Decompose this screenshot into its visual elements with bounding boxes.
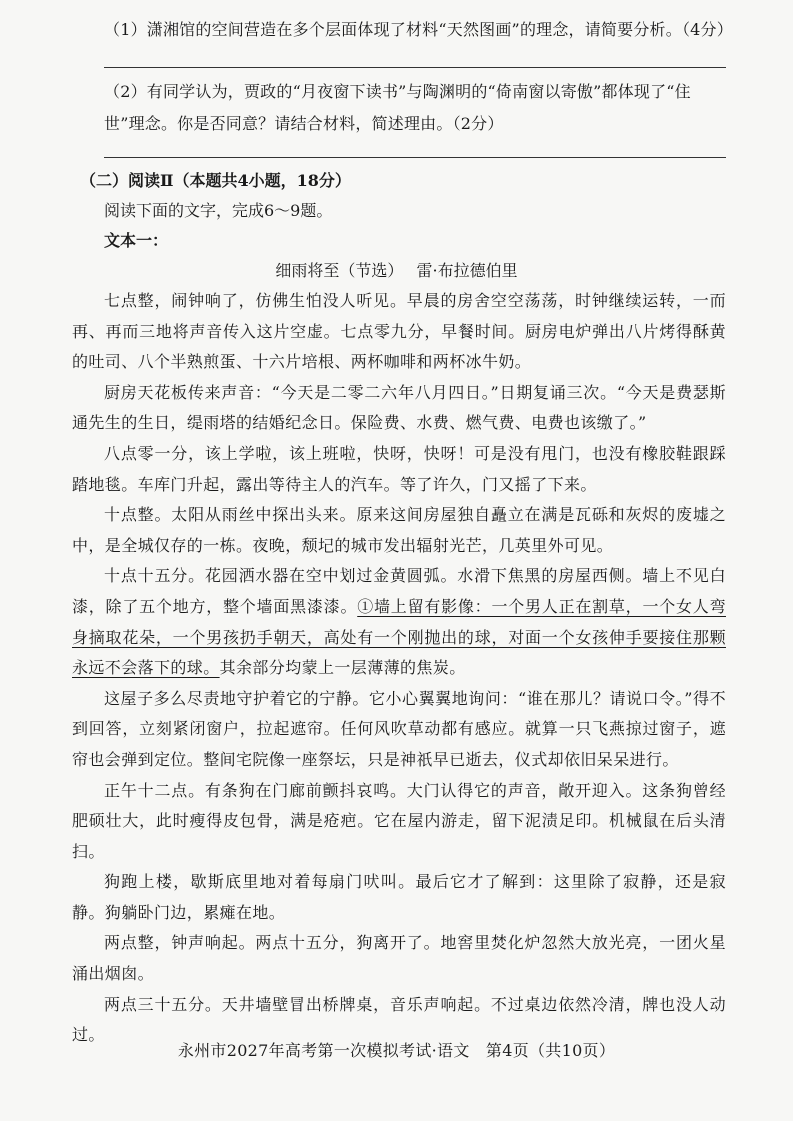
paragraph-8: 狗跑上楼，歇斯底里地对着每扇门吠叫。最后它才了解到：这里除了寂静，还是寂静。狗躺卧门边，累瘫在地。 [72, 872, 726, 922]
paragraph-5-lead: 十点十五分。花园洒水器在空中划过金黄圆弧。水滑下焦黑的房屋西侧。墙上不见白漆，除了五个地方，整个墙面黑漆漆。 [72, 566, 726, 616]
page-footer: 永州市2027年高考第一次模拟考试·语文 第4页（共10页） [177, 1041, 616, 1060]
paragraph-7: 正午十二点。有条狗在门廊前颤抖哀鸣。大门认得它的声音，敞开迎入。这条狗曾经肥硕壮大，此时瘦得皮包骨，满是疮疤。它在屋内游走，留下泥渍足印。机械鼠在后头清扫。 [72, 780, 726, 861]
answer-line-1 [104, 67, 726, 68]
paragraph-5-tail: 其余部分均蒙上一层薄薄的焦炭。 [219, 658, 466, 678]
article-title: 细雨将至（节选） [275, 261, 404, 280]
paragraph-5 [72, 561, 726, 683]
text-label: 文本一： [104, 231, 169, 250]
paragraph-4: 十点整。太阳从雨丝中探出头来。原来这间房屋独自矗立在满是瓦砾和灰烬的废墟之中，是全城仅存的一栋。夜晚，颓圮的城市发出辐射光芒，几英里外可见。 [72, 505, 726, 555]
underlined-sentence-1: ①墙上留有影像：一个男人正在割草，一个女人弯身摘取花朵，一个男孩扔手朝天，高处有一个刚抛出的球，对面一个女孩伸手要接住那颗永远不会落下的球。 [72, 596, 726, 678]
paragraph-9: 两点整，钟声响起。两点十五分，狗离开了。地窖里焚化炉忽然大放光亮，一团火星涌出烟囱。 [72, 933, 726, 984]
article-heading [0, 256, 793, 286]
question-2: （2）有同学认为，贾政的“月夜窗下读书”与陶渊明的“倚南窗以寄傲”都体现了“住世”理念。你是否同意？请结合材料，简述理由。（2分） [104, 82, 691, 133]
paragraph-1: 七点整，闹钟响了，仿佛生怕没人听见。早晨的房舍空空荡荡，时钟继续运转，一而再、再而三地将声音传入这片空虚。七点零九分，早餐时间。厨房电炉弹出八片烤得酥黄的吐司、八个半熟煎蛋、十六片培根、两杯咖啡和两杯冰牛奶。 [72, 291, 726, 372]
article-author: 雷·布拉德伯里 [416, 261, 518, 280]
paragraph-10: 两点三十五分。天井墙壁冒出桥牌桌，音乐声响起。不过桌边依然冷清，牌也没人动过。 [72, 994, 726, 1045]
paragraph-2: 厨房天花板传来声音：“今天是二零二六年八月四日。”日期复诵三次。“今天是费瑟斯通先生的生日，缇雨塔的结婚纪念日。保险费、水费、燃气费、电费也该缴了。” [72, 382, 726, 433]
question-1: （1）潇湘馆的空间营造在多个层面体现了材料“天然图画”的理念，请简要分析。（4分） [104, 20, 733, 39]
paragraph-3: 八点零一分，该上学啦，该上班啦，快呀，快呀！可是没有甩门，也没有橡胶鞋跟踩踏地毯。车库门升起，露出等待主人的汽车。等了许久，门又摇了下来。 [72, 443, 726, 494]
paragraph-6: 这屋子多么尽责地守护着它的宁静。它小心翼翼地询问：“谁在那儿？请说口令。”得不到回答，立刻紧闭窗户，拉起遮帘。任何风吹草动都有感应。就算一只飞燕掠过窗子，遮帘也会弹到定位。整间宅院像一座祭坛，只是神祇早已逝去，仪式却依旧呆呆进行。 [72, 688, 726, 769]
article-body [72, 286, 726, 1051]
answer-line-2 [104, 157, 726, 158]
section-title: （二）阅读Ⅱ（本题共4小题，18分） [80, 171, 351, 190]
section-instruction: 阅读下面的文字，完成6～9题。 [104, 201, 333, 220]
